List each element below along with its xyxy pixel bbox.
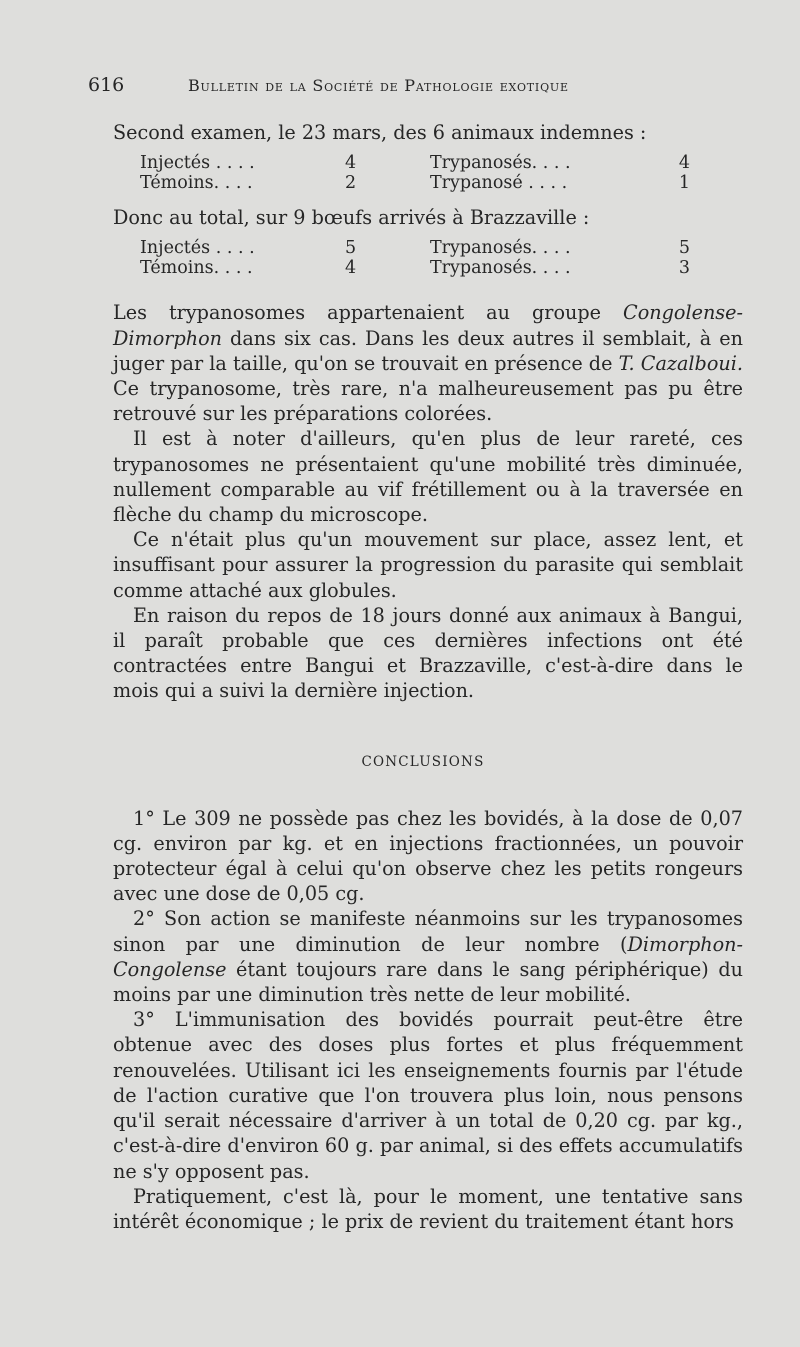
row-count: 3 xyxy=(678,258,690,279)
paragraph-mobility: Il est à noter d'ailleurs, qu'en plus de leur rareté, ces trypanosomes ne présentaient qu'une mobilité très diminuée, nullement comparable au vif frétillement ou à la traversée en flèche du champ du microscope. xyxy=(113,427,743,527)
text-span: dans six cas. Dans les deux autres il semblait, à en juger par la taille, qu'on se trouvait en présence de xyxy=(113,326,743,375)
row-status: Trypanosé . . . . xyxy=(430,173,568,194)
row-count: 4 xyxy=(678,153,690,174)
table-row xyxy=(140,153,690,173)
row-label: Injectés . . . . xyxy=(140,153,255,174)
species-name: Congolense-Dimorphon xyxy=(113,301,743,350)
row-label: Témoins. . . . xyxy=(140,258,253,279)
conclusion-4: Pratiquement, c'est là, pour le moment, une tentative sans intérêt économique ; le prix de revient du traitement étant hors xyxy=(113,1184,743,1233)
row-number: 2 xyxy=(345,173,357,194)
species-name: Dimorphon-Congolense xyxy=(113,932,743,981)
table-row xyxy=(140,238,690,258)
row-label: Injectés . . . . xyxy=(140,238,255,259)
paragraph-trypanosomes xyxy=(113,300,743,426)
section-heading: CONCLUSIONS xyxy=(361,753,485,770)
row-number: 4 xyxy=(345,258,357,279)
conclusion-1: 1° Le 309 ne possède pas chez les bovidés, à la dose de 0,07 cg. environ par kg. et en injections fractionnées, un pouvoir protecteur égal à celui qu'on observe chez les petits rongeurs avec une dose de 0,05 cg. xyxy=(113,806,743,906)
row-number: 5 xyxy=(345,238,357,259)
table-row xyxy=(140,173,690,193)
page-body xyxy=(113,120,743,1234)
second-exam-table xyxy=(140,153,690,193)
row-label: Témoins. . . . xyxy=(140,173,253,194)
text-span: Ce trypanosome, très rare, n'a malheureusement pas pu être retrouvé sur les préparations colorées. xyxy=(113,377,743,426)
row-status: Trypanosés. . . . xyxy=(430,258,571,279)
species-name: T. Cazalboui. xyxy=(618,351,743,375)
total-table xyxy=(140,238,690,278)
page-header xyxy=(88,74,648,102)
row-count: 5 xyxy=(678,238,690,259)
running-title: Bulletin de la Société de Pathologie exotique xyxy=(188,76,569,95)
text-span: étant toujours rare dans le sang périphérique) du moins par une diminution très nette de leur mobilité. xyxy=(113,957,743,1007)
paragraph-movement: Ce n'était plus qu'un mouvement sur place, assez lent, et insuffisant pour assurer la progression du parasite qui semblait comme attaché aux globules. xyxy=(113,528,743,602)
page-number: 616 xyxy=(88,74,125,96)
row-number: 4 xyxy=(345,153,357,174)
second-exam-intro: Second examen, le 23 mars, des 6 animaux indemnes : xyxy=(113,121,647,144)
conclusion-2 xyxy=(113,906,743,1007)
row-status: Trypanosés. . . . xyxy=(430,238,571,259)
total-intro: Donc au total, sur 9 bœufs arrivés à Brazzaville : xyxy=(113,206,590,230)
text-span: Les trypanosomes appartenaient au groupe xyxy=(113,301,624,325)
table-row xyxy=(140,258,690,278)
row-status: Trypanosés. . . . xyxy=(430,153,571,174)
conclusion-3: 3° L'immunisation des bovidés pourrait peut-être être obtenue avec des doses plus fortes et plus fréquemment renouvelées. Utilisant ici les enseignements fournis par l'étude de l'action curative que l'on trouvera plus loin, nous pensons qu'il serait nécessaire d'arriver à un total de 0,20 cg. par kg., c'est-à-dire d'environ 60 g. par animal, si des effets accumulatifs ne s'y opposent pas. xyxy=(113,1008,743,1183)
text-span: 2° Son action se manifeste néanmoins sur les trypanosomes sinon par une diminution de leur nombre ( xyxy=(113,907,743,956)
paragraph-infection: En raison du repos de 18 jours donné aux animaux à Bangui, il paraît probable que ces dernières infections ont été contractées entre Bangui et Brazzaville, c'est-à-dire dans le mois qui a suivi la dernière injection. xyxy=(113,603,743,703)
row-count: 1 xyxy=(678,173,690,194)
